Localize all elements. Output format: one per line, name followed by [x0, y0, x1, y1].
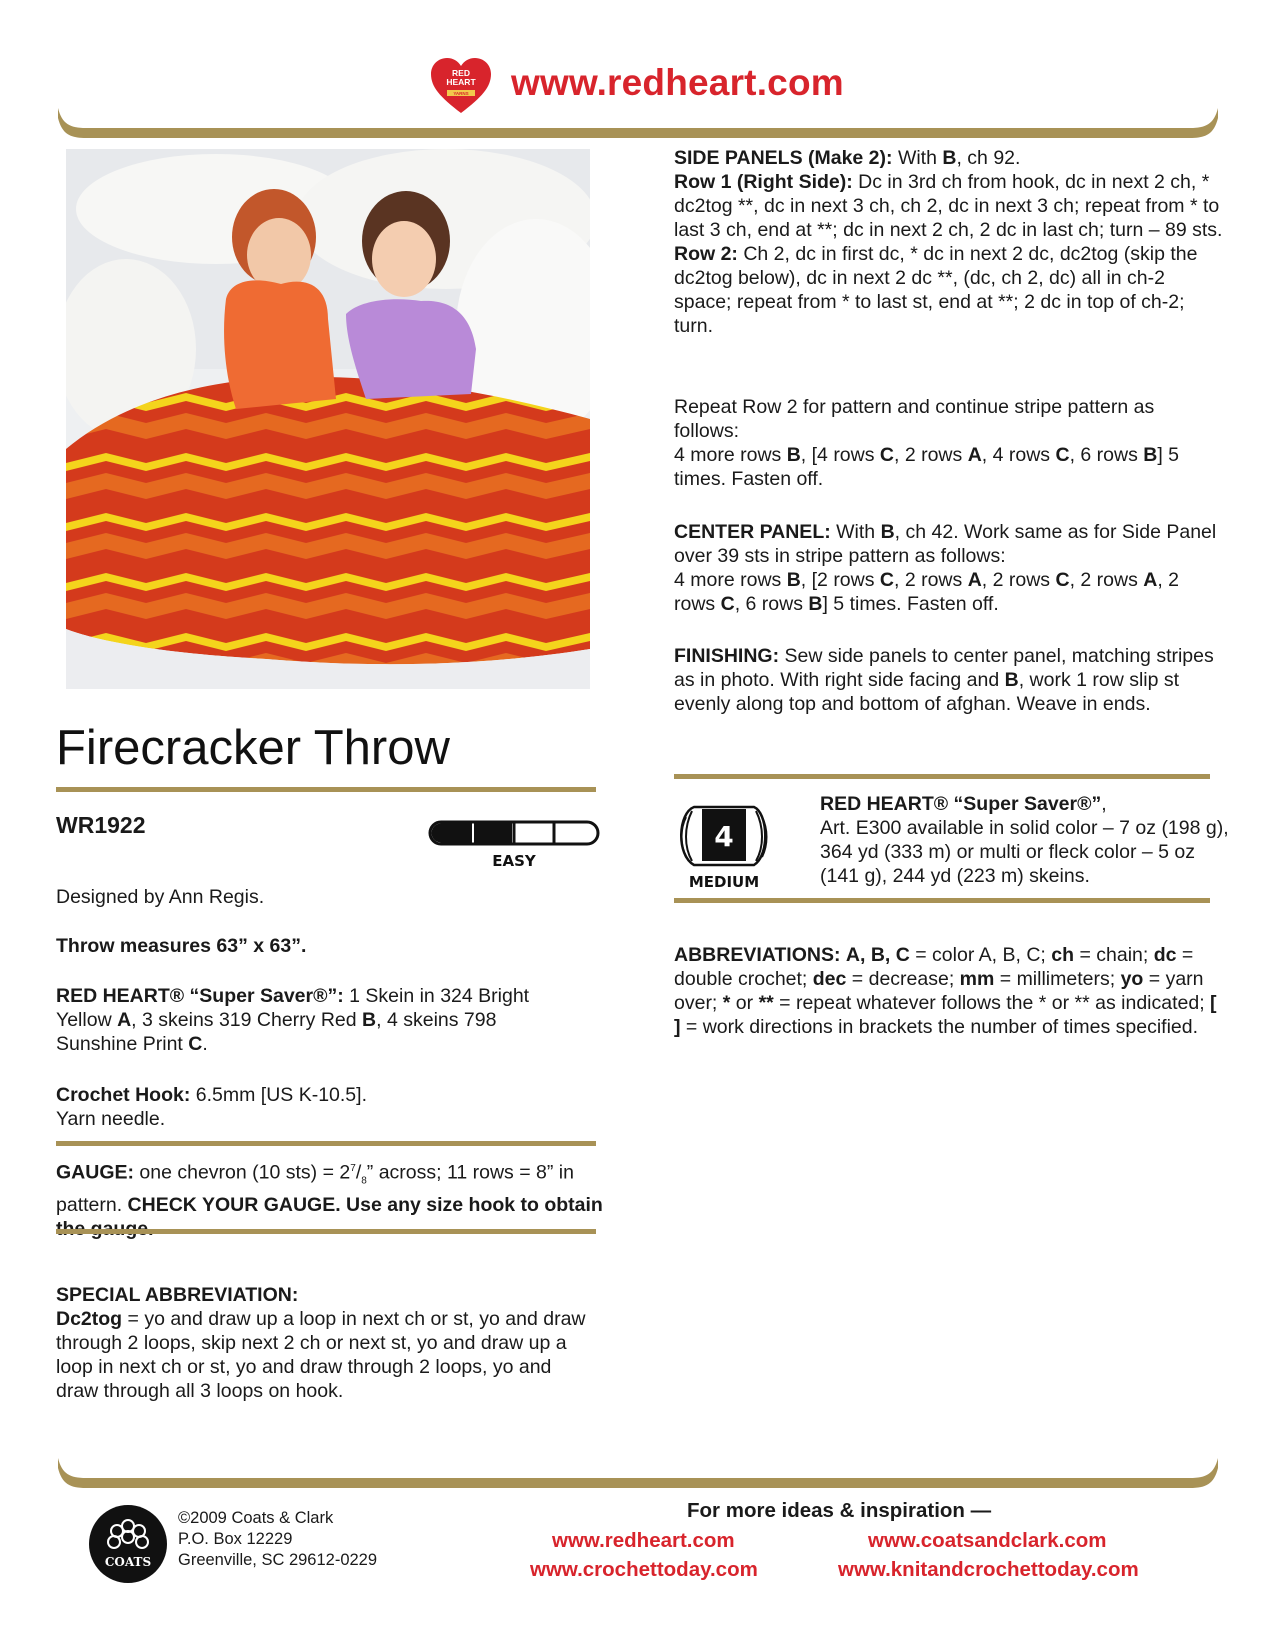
footer-band [58, 1456, 1218, 1490]
divider [674, 774, 1210, 779]
svg-text:RED: RED [452, 68, 470, 78]
divider [56, 787, 596, 792]
divider [56, 1141, 596, 1146]
link-crochettoday[interactable]: www.crochettoday.com [530, 1558, 758, 1581]
pattern-title: Firecracker Throw [56, 721, 450, 775]
center-panel: CENTER PANEL: With B, ch 42. Work same as for Side Panel over 39 sts in stripe pattern as follows: 4 more rows B, [2 rows C, 2 rows A, 2 rows C, 2 rows A, 2 rows C, 6 rows B] 5 times. Fasten off. [674, 521, 1217, 615]
finishing: FINISHING: Sew side panels to center panel, matching stripes as in photo. With right side facing and B, work 1 row slip st evenly along top and bottom of afghan. Weave in ends. [674, 645, 1214, 715]
abbreviations: ABBREVIATIONS: A, B, C = color A, B, C; ch = chain; dc = double crochet; dec = decrease; mm = millimeters; yo = yarn over; * or ** = repeat whatever follows the * or ** as indicated; [ ] = work directions in brackets the number of times specified. [674, 944, 1217, 1038]
svg-text:MEDIUM: MEDIUM [688, 873, 760, 891]
header-band [58, 106, 1218, 140]
measurements: Throw measures 63” x 63”. [56, 935, 307, 957]
designer: Designed by Ann Regis. [56, 886, 265, 908]
svg-text:4: 4 [714, 820, 734, 853]
stripe-pattern: Repeat Row 2 for pattern and continue stripe pattern as follows: 4 more rows B, [4 rows C, 2 rows A, 4 rows C, 6 rows B] 5 times. Fasten off. [674, 396, 1180, 490]
project-photo [66, 149, 590, 689]
svg-text:YARNS: YARNS [453, 91, 469, 96]
yarn-weight-icon [672, 799, 776, 895]
materials-hook: Crochet Hook: 6.5mm [US K-10.5]. Yarn needle. [56, 1084, 367, 1130]
divider [674, 898, 1210, 903]
svg-text:COATS: COATS [104, 1555, 152, 1569]
link-knitandcrochettoday[interactable]: www.knitandcrochettoday.com [838, 1558, 1139, 1581]
side-panels: SIDE PANELS (Make 2): With B, ch 92. Row 1 (Right Side): Dc in 3rd ch from hook, dc in next 2 ch, * dc2tog **, dc in next 3 ch, ch 2, dc in next 3 ch; repeat from * to last 3 ch, end at **; dc in next 2 ch, 2 dc in last ch; turn – 89 sts. Row 2: Ch 2, dc in first dc, * dc in next 2 dc, dc2tog (skip the dc2tog below), dc in next 2 dc **, (dc, ch 2, dc) all in ch-2 space; repeat from * to last st, end at **; 2 dc in top of ch-2; turn. [674, 147, 1223, 337]
skill-level-icon [428, 820, 600, 872]
yarn-info: RED HEART® “Super Saver®”, Art. E300 available in solid color – 7 oz (198 g), 364 yd (333 m) or multi or fleck color – 5 oz (141 g), 244 yd (223 m) skeins. [820, 793, 1229, 887]
special-abbreviation: SPECIAL ABBREVIATION: Dc2tog = yo and draw up a loop in next ch or st, yo and draw through 2 loops, skip next 2 ch or next st, yo and draw up a loop in next ch or st, yo and draw through 2 loops, yo and draw through all 3 loops on hook. [56, 1284, 586, 1402]
header-url[interactable]: www.redheart.com [511, 62, 844, 103]
svg-text:HEART: HEART [446, 77, 476, 87]
svg-text:EASY: EASY [492, 852, 536, 870]
link-coatsandclark[interactable]: www.coatsandclark.com [868, 1529, 1107, 1552]
more-ideas-heading: For more ideas & inspiration — [687, 1499, 992, 1522]
gauge: GAUGE: one chevron (10 $sts) = 2^7/_8$” across; 11 rows = 8” in pattern. CHECK YOUR GAUGE. Use any size hook to obtain [56, 1161, 603, 1217]
pattern-code: WR1922 [56, 812, 146, 838]
company-address: ©2009 Coats & Clark P.O. Box 12229 Greenville, SC 29612-0229 [178, 1509, 378, 1569]
materials-yarn: RED HEART® “Super Saver®”: 1 Skein in 324 Bright Yellow A, 3 skeins 319 Cherry Red B, 4 skeins 798 Sunshine Print C. [56, 985, 530, 1055]
coats-logo [88, 1504, 168, 1584]
divider [56, 1229, 596, 1234]
link-redheart[interactable]: www.redheart.com [552, 1529, 735, 1552]
